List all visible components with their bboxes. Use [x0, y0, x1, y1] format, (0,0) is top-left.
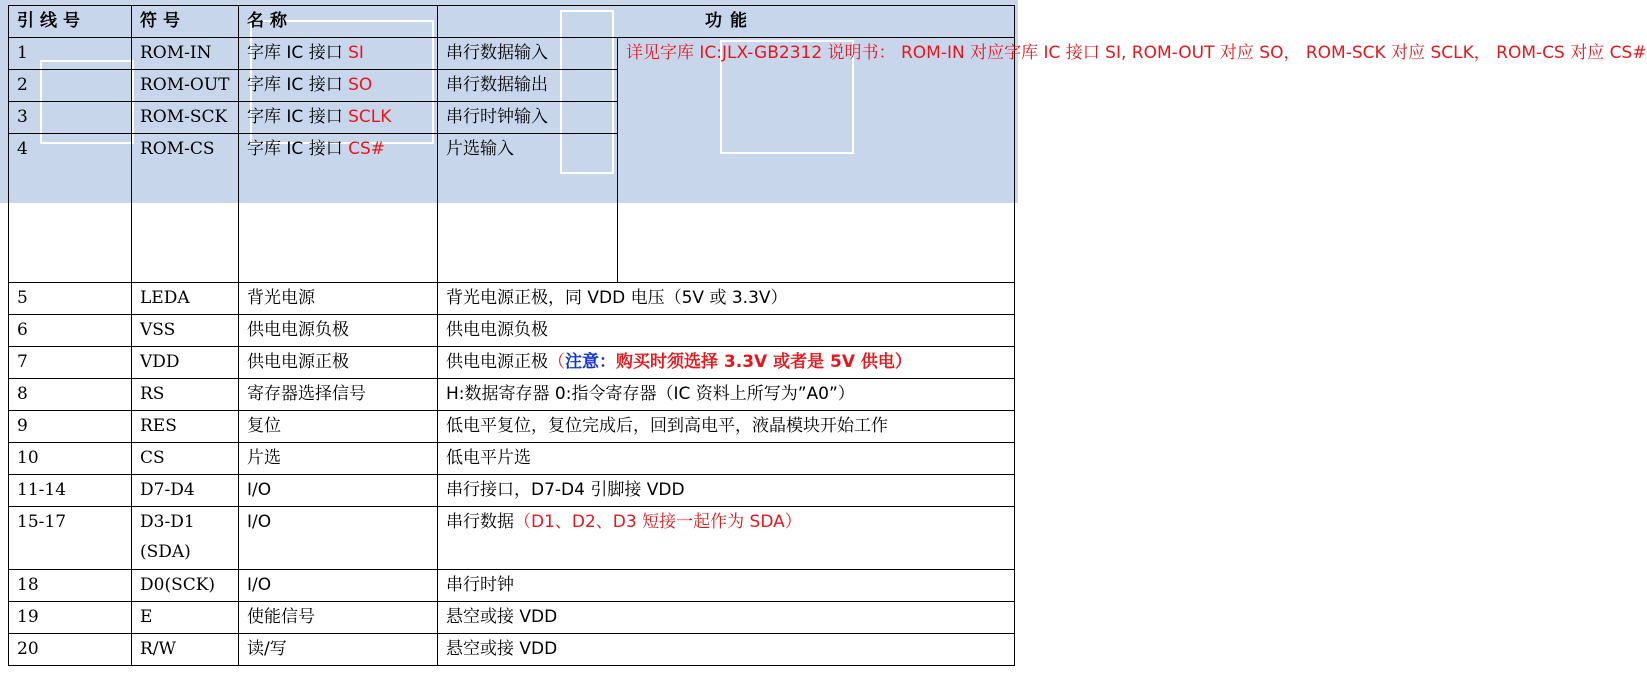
- pin-function: 串行数据输出: [438, 70, 618, 102]
- header-pin: 引线号: [9, 6, 132, 38]
- header-function: 功能: [438, 6, 1015, 38]
- pin-name: I/O: [239, 507, 438, 570]
- pin-function: 串行接口，D7-D4 引脚接 VDD: [438, 475, 1015, 507]
- pin-definition-table: [8, 5, 1647, 666]
- font-ic-note: 详见字库 IC:JLX-GB2312 说明书： ROM-IN 对应字库 IC 接口 SI, ROM-OUT 对应 SO， ROM-SCK 对应 SCLK， ROM-CS 对应 CS#: [618, 38, 1015, 283]
- table-row: [9, 347, 1015, 379]
- pin-name: [239, 102, 438, 134]
- pin-name-signal: SI: [348, 43, 364, 63]
- pin-number: 10: [9, 443, 132, 475]
- pin-number: 11-14: [9, 475, 132, 507]
- pin-function-text: 供电电源正极: [446, 352, 548, 372]
- pin-symbol: RS: [132, 379, 239, 411]
- pin-function: 低电平片选: [438, 443, 1015, 475]
- pin-symbol: ROM-SCK: [132, 102, 239, 134]
- pin-symbol: D0(SCK): [132, 570, 239, 602]
- pin-symbol: VSS: [132, 315, 239, 347]
- pin-number: 18: [9, 570, 132, 602]
- pin-function: [438, 347, 1015, 379]
- pin-function: 片选输入: [438, 134, 618, 283]
- header-name: 名称: [239, 6, 438, 38]
- table-row: [9, 379, 1015, 411]
- pin-number: 8: [9, 379, 132, 411]
- pin-function: 悬空或接 VDD: [438, 634, 1015, 666]
- pin-number: 6: [9, 315, 132, 347]
- pin-symbol: ROM-OUT: [132, 70, 239, 102]
- pin-symbol: R/W: [132, 634, 239, 666]
- pin-symbol: E: [132, 602, 239, 634]
- table-row: [9, 283, 1015, 315]
- pin-function: 串行时钟: [438, 570, 1015, 602]
- pin-function: 背光电源正极，同 VDD 电压（5V 或 3.3V）: [438, 283, 1015, 315]
- pin-name: 供电电源负极: [239, 315, 438, 347]
- pin-function: 串行数据输入: [438, 38, 618, 70]
- table-row: [9, 315, 1015, 347]
- pin-name-prefix: 字库 IC 接口: [247, 75, 343, 95]
- pin-number: 7: [9, 347, 132, 379]
- table-row: [9, 411, 1015, 443]
- pin-function-note: （D1、D2、D3 短接一起作为 SDA）: [514, 512, 802, 532]
- pin-name: 背光电源: [239, 283, 438, 315]
- pin-number: 9: [9, 411, 132, 443]
- pin-name-signal: SO: [348, 75, 373, 95]
- pin-function-note: 购买时须选择 3.3V 或者是 5V 供电）: [616, 352, 912, 372]
- pin-symbol: ROM-CS: [132, 134, 239, 283]
- pin-name: 供电电源正极: [239, 347, 438, 379]
- pin-function: 供电电源负极: [438, 315, 1015, 347]
- pin-symbol-main: D3-D1: [140, 512, 195, 532]
- pin-number: 5: [9, 283, 132, 315]
- pin-function: H:数据寄存器 0:指令寄存器（IC 资料上所写为”A0”）: [438, 379, 1015, 411]
- pin-name-signal: CS#: [348, 139, 386, 159]
- pin-name: [239, 134, 438, 283]
- pin-name: [239, 70, 438, 102]
- pin-symbol: [132, 507, 239, 570]
- pin-number: 20: [9, 634, 132, 666]
- table-row: [9, 602, 1015, 634]
- pin-number: 15-17: [9, 507, 132, 570]
- pin-function: 串行时钟输入: [438, 102, 618, 134]
- pin-function: [438, 507, 1015, 570]
- pin-name: 片选: [239, 443, 438, 475]
- pin-function: 低电平复位，复位完成后，回到高电平，液晶模块开始工作: [438, 411, 1015, 443]
- pin-name-signal: SCLK: [348, 107, 392, 127]
- table-row: [9, 634, 1015, 666]
- table-row: [9, 507, 1015, 570]
- table-row: [9, 443, 1015, 475]
- pin-symbol: ROM-IN: [132, 38, 239, 70]
- pin-name: 使能信号: [239, 602, 438, 634]
- pin-number: 2: [9, 70, 132, 102]
- table-row: [9, 475, 1015, 507]
- pin-symbol: D7-D4: [132, 475, 239, 507]
- pin-function-note-label: 注意：: [565, 352, 616, 372]
- table-row: [9, 570, 1015, 602]
- pin-function-text: 串行数据: [446, 512, 514, 532]
- header-symbol: 符号: [132, 6, 239, 38]
- pin-name: I/O: [239, 570, 438, 602]
- pin-symbol-sub: (SDA): [140, 542, 191, 562]
- pin-name: [239, 38, 438, 70]
- pin-name-prefix: 字库 IC 接口: [247, 43, 343, 63]
- pin-function-paren: （: [548, 352, 565, 372]
- pin-name: 复位: [239, 411, 438, 443]
- pin-symbol: VDD: [132, 347, 239, 379]
- pin-function: 悬空或接 VDD: [438, 602, 1015, 634]
- table-header-row: [9, 6, 1015, 38]
- pin-name: I/O: [239, 475, 438, 507]
- pin-name-prefix: 字库 IC 接口: [247, 107, 343, 127]
- pin-symbol: CS: [132, 443, 239, 475]
- table-row: [9, 38, 1015, 70]
- pin-number: 19: [9, 602, 132, 634]
- pin-name: 读/写: [239, 634, 438, 666]
- pin-number: 3: [9, 102, 132, 134]
- pin-symbol: RES: [132, 411, 239, 443]
- pin-number: 1: [9, 38, 132, 70]
- pin-number: 4: [9, 134, 132, 283]
- pin-symbol: LEDA: [132, 283, 239, 315]
- pin-name: 寄存器选择信号: [239, 379, 438, 411]
- pin-name-prefix: 字库 IC 接口: [247, 139, 343, 159]
